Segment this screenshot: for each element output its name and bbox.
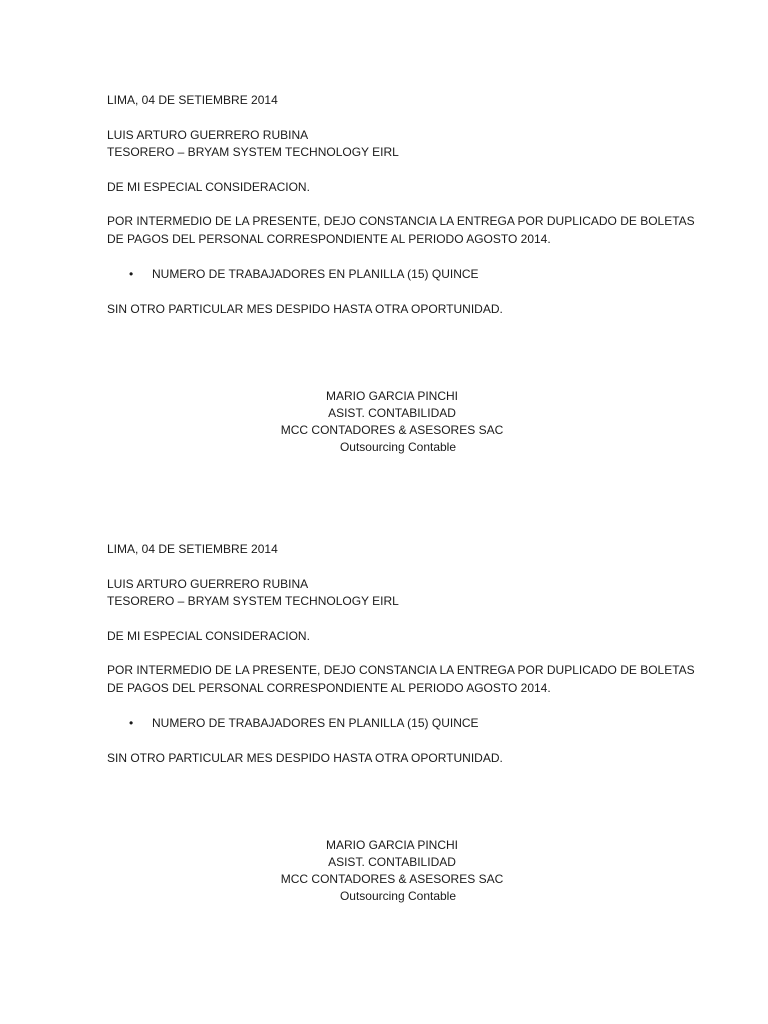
bullet-icon: •	[129, 716, 134, 730]
body-line-2: DE PAGOS DEL PERSONAL CORRESPONDIENTE AL PERIODO AGOSTO 2014.	[107, 232, 551, 246]
body-line-1: POR INTERMEDIO DE LA PRESENTE, DEJO CONSTANCIA LA ENTREGA POR DUPLICADO DE BOLETAS	[107, 663, 695, 677]
body-line-1: POR INTERMEDIO DE LA PRESENTE, DEJO CONSTANCIA LA ENTREGA POR DUPLICADO DE BOLETAS	[107, 214, 695, 228]
signer-tagline: Outsourcing Contable	[339, 440, 457, 454]
recipient-title: TESORERO – BRYAM SYSTEM TECHNOLOGY EIRL	[107, 594, 399, 608]
signature-block	[227, 388, 557, 456]
bullet-text: NUMERO DE TRABAJADORES EN PLANILLA (15) QUINCE	[152, 267, 479, 281]
signer-name: MARIO GARCIA PINCHI	[325, 389, 459, 403]
salutation: DE MI ESPECIAL CONSIDERACION.	[107, 180, 310, 194]
bullet-list-item	[129, 266, 479, 283]
signer-company: MCC CONTADORES & ASESORES SAC	[280, 872, 504, 886]
closing-line: SIN OTRO PARTICULAR MES DESPIDO HASTA OTRA OPORTUNIDAD.	[107, 302, 503, 316]
closing-line: SIN OTRO PARTICULAR MES DESPIDO HASTA OTRA OPORTUNIDAD.	[107, 751, 503, 765]
letter-date: LIMA, 04 DE SETIEMBRE 2014	[107, 542, 278, 556]
recipient-name: LUIS ARTURO GUERRERO RUBINA	[107, 577, 309, 591]
letter-date: LIMA, 04 DE SETIEMBRE 2014	[107, 93, 278, 107]
signer-tagline: Outsourcing Contable	[339, 889, 457, 903]
signer-position: ASIST. CONTABILIDAD	[328, 406, 456, 420]
body-line-2: DE PAGOS DEL PERSONAL CORRESPONDIENTE AL PERIODO AGOSTO 2014.	[107, 681, 551, 695]
signature-block	[227, 837, 557, 905]
recipient-title: TESORERO – BRYAM SYSTEM TECHNOLOGY EIRL	[107, 145, 399, 159]
bullet-text: NUMERO DE TRABAJADORES EN PLANILLA (15) QUINCE	[152, 716, 479, 730]
bullet-list-item	[129, 715, 479, 732]
signer-name: MARIO GARCIA PINCHI	[325, 838, 459, 852]
signer-position: ASIST. CONTABILIDAD	[328, 855, 456, 869]
bullet-icon: •	[129, 267, 134, 281]
salutation: DE MI ESPECIAL CONSIDERACION.	[107, 629, 310, 643]
signer-company: MCC CONTADORES & ASESORES SAC	[280, 423, 504, 437]
recipient-name: LUIS ARTURO GUERRERO RUBINA	[107, 128, 309, 142]
